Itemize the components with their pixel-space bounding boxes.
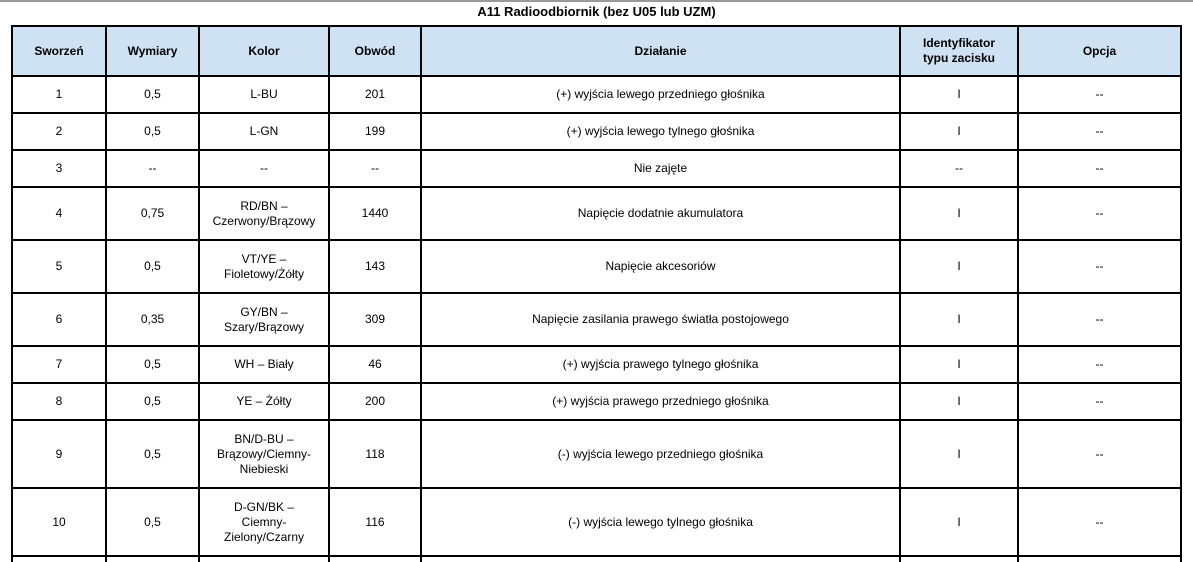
color-line: -- (260, 161, 268, 175)
cell-size: 0,5 (106, 420, 199, 488)
header-terminal-type-line1: Identyfikator (922, 36, 995, 50)
cell-pin: 3 (12, 150, 106, 187)
cell-circuit: 143 (329, 240, 421, 293)
cell-option: -- (1018, 113, 1181, 150)
header-option: Opcja (1018, 26, 1181, 76)
cell-function: (+) wyjścia prawego tylnego głośnika (421, 346, 900, 383)
cell-size: 0,5 (106, 346, 199, 383)
cell-function: Napięcie akcesoriów (421, 240, 900, 293)
color-line: L-BU (250, 87, 278, 101)
cell-option: -- (1018, 346, 1181, 383)
cell-color (199, 187, 329, 240)
cell-size: 0,5 (106, 383, 199, 420)
table-row (12, 293, 1181, 346)
header-color: Kolor (199, 26, 329, 76)
cell-pin: 2 (12, 113, 106, 150)
color-line: Niebieski (239, 461, 289, 476)
cell-circuit: 1440 (329, 187, 421, 240)
cell-pin: 4 (12, 187, 106, 240)
header-circuit: Obwód (329, 26, 421, 76)
cell-function: Napięcie dodatnie akumulatora (421, 187, 900, 240)
cell-empty (1018, 556, 1181, 562)
cell-empty (421, 556, 900, 562)
cell-terminal: I (900, 240, 1018, 293)
table-row (12, 240, 1181, 293)
cell-function: (+) wyjścia lewego przedniego głośnika (421, 76, 900, 113)
cell-circuit: 116 (329, 488, 421, 556)
cell-function: Napięcie zasilania prawego światła postojowego (421, 293, 900, 346)
table-row (12, 488, 1181, 556)
cell-color (199, 240, 329, 293)
top-rule (0, 0, 1193, 2)
pinout-table (11, 25, 1182, 562)
cell-terminal: I (900, 187, 1018, 240)
cell-option: -- (1018, 383, 1181, 420)
cell-circuit: 309 (329, 293, 421, 346)
cell-function: Nie zajęte (421, 150, 900, 187)
cell-circuit: 200 (329, 383, 421, 420)
color-line: Szary/Brązowy (223, 319, 305, 334)
cell-color (199, 383, 329, 420)
cell-option: -- (1018, 420, 1181, 488)
header-terminal-type (900, 26, 1018, 76)
table-row (12, 150, 1181, 187)
cell-terminal: I (900, 113, 1018, 150)
header-function: Działanie (421, 26, 900, 76)
cell-option: -- (1018, 76, 1181, 113)
color-line: RD/BN – (240, 198, 288, 213)
cell-color (199, 113, 329, 150)
cell-terminal: I (900, 420, 1018, 488)
table-row (12, 187, 1181, 240)
page-title: A11 Radioodbiornik (bez U05 lub UZM) (477, 4, 716, 19)
color-line: VT/YE – (241, 251, 287, 266)
cell-circuit: 201 (329, 76, 421, 113)
cell-color (199, 346, 329, 383)
cell-color (199, 76, 329, 113)
color-line: D-GN/BK – (233, 499, 294, 514)
cell-circuit: 46 (329, 346, 421, 383)
cell-function: (+) wyjścia lewego tylnego głośnika (421, 113, 900, 150)
cell-terminal: I (900, 383, 1018, 420)
header-row (12, 26, 1181, 76)
cell-size: 0,5 (106, 113, 199, 150)
cell-option: -- (1018, 187, 1181, 240)
cell-terminal: I (900, 488, 1018, 556)
color-line: Ciemny- (241, 514, 287, 529)
color-line: BN/D-BU – (234, 431, 294, 446)
cell-option: -- (1018, 150, 1181, 187)
color-line: WH – Biały (234, 357, 294, 371)
cell-option: -- (1018, 293, 1181, 346)
cell-function: (-) wyjścia lewego tylnego głośnika (421, 488, 900, 556)
header-terminal-type-line2: typu zacisku (922, 51, 996, 65)
cell-terminal: I (900, 346, 1018, 383)
cell-pin: 8 (12, 383, 106, 420)
table-row (12, 113, 1181, 150)
color-line: Brązowy/Ciemny- (216, 446, 312, 461)
cell-color (199, 150, 329, 187)
cell-terminal: -- (900, 150, 1018, 187)
cell-option: -- (1018, 488, 1181, 556)
cell-function: (-) wyjścia lewego przedniego głośnika (421, 420, 900, 488)
cell-pin: 9 (12, 420, 106, 488)
cell-empty (199, 556, 329, 562)
cell-empty (329, 556, 421, 562)
color-line: GY/BN – (240, 304, 288, 319)
cell-pin: 6 (12, 293, 106, 346)
table-row (12, 383, 1181, 420)
cell-option: -- (1018, 240, 1181, 293)
color-line: L-GN (249, 124, 279, 138)
cell-terminal: I (900, 293, 1018, 346)
cell-circuit: 118 (329, 420, 421, 488)
cell-empty (106, 556, 199, 562)
table-row (12, 420, 1181, 488)
cell-circuit: 199 (329, 113, 421, 150)
cell-size: 0,5 (106, 488, 199, 556)
table-row (12, 346, 1181, 383)
cell-color (199, 293, 329, 346)
cell-pin: 1 (12, 76, 106, 113)
header-size: Wymiary (106, 26, 199, 76)
color-line: Zielony/Czarny (223, 529, 305, 544)
color-line: Fioletowy/Żółty (223, 266, 305, 281)
cell-empty (12, 556, 106, 562)
cell-size: -- (106, 150, 199, 187)
cell-size: 0,35 (106, 293, 199, 346)
cell-size: 0,5 (106, 76, 199, 113)
color-line: YE – Żółty (236, 394, 292, 408)
cell-empty (900, 556, 1018, 562)
color-line: Czerwony/Brązowy (212, 213, 316, 228)
header-pin: Sworzeń (12, 26, 106, 76)
cell-pin: 10 (12, 488, 106, 556)
table-row-partial (12, 556, 1181, 562)
cell-size: 0,75 (106, 187, 199, 240)
cell-pin: 7 (12, 346, 106, 383)
cell-function: (+) wyjścia prawego przedniego głośnika (421, 383, 900, 420)
cell-size: 0,5 (106, 240, 199, 293)
cell-circuit: -- (329, 150, 421, 187)
cell-color (199, 488, 329, 556)
cell-color (199, 420, 329, 488)
table-row (12, 76, 1181, 113)
cell-terminal: I (900, 76, 1018, 113)
cell-pin: 5 (12, 240, 106, 293)
